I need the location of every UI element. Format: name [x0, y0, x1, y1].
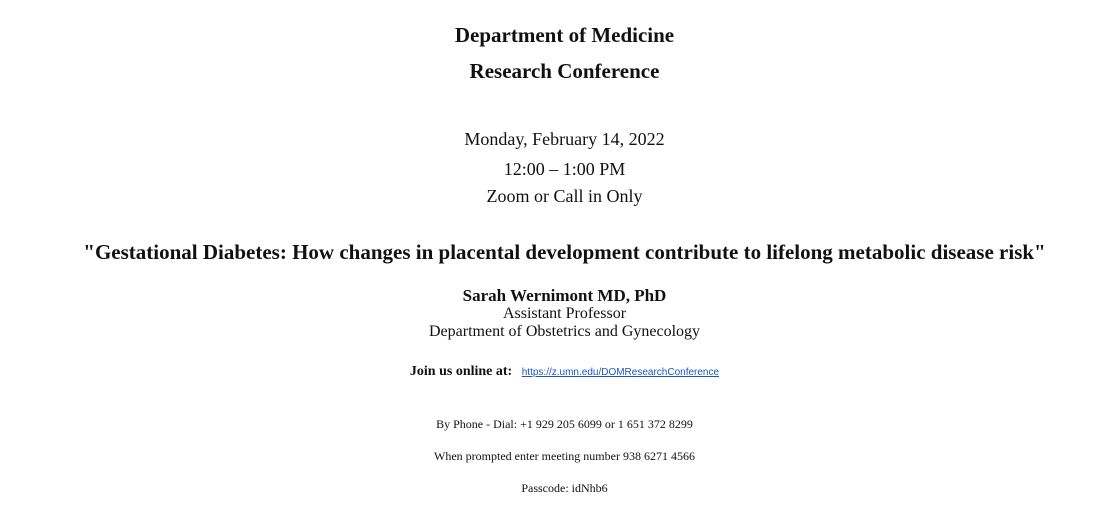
phone-dial-info: By Phone - Dial: +1 929 205 6099 or 1 651 372 8299: [436, 417, 693, 431]
meeting-number-info: When prompted enter meeting number 938 6271 4566: [434, 449, 695, 463]
speaker-name: Sarah Wernimont MD, PhD: [462, 286, 667, 305]
event-time: 12:00 – 1:00 PM: [503, 159, 626, 179]
speaker-department: Department of Obstetrics and Gynecology: [428, 323, 701, 340]
talk-title: "Gestational Diabetes: How changes in placental development contribute to lifelong metabolic disease risk": [83, 240, 1046, 264]
event-date: Monday, February 14, 2022: [464, 129, 665, 149]
speaker-position: Assistant Professor: [502, 305, 627, 322]
department-heading: Department of Medicine: [454, 23, 675, 47]
event-mode: Zoom or Call in Only: [486, 186, 643, 206]
conference-heading: Research Conference: [469, 59, 660, 83]
join-online-row: [0, 362, 1099, 383]
conference-link[interactable]: https://z.umn.edu/DOMResearchConference: [521, 367, 720, 378]
passcode-info: Passcode: idNhb6: [521, 481, 608, 495]
join-online-label: Join us online at:: [409, 364, 513, 379]
